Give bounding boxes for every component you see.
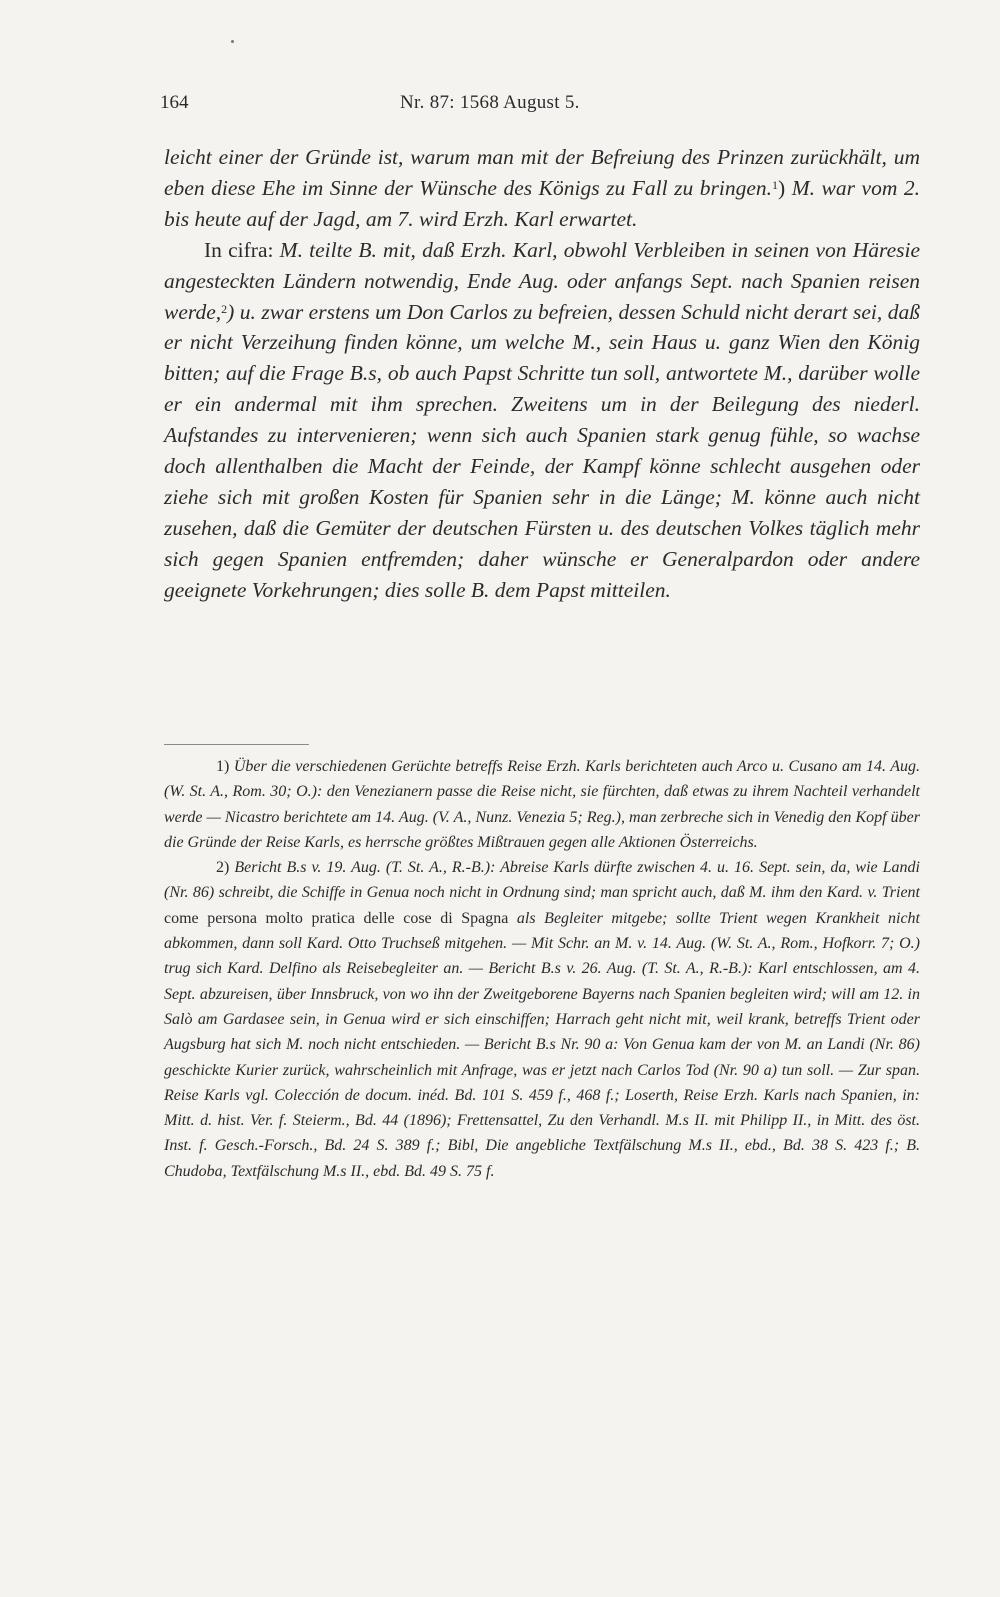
footnote-ref-1-close: ) — [778, 175, 786, 200]
footnote-1 — [164, 754, 920, 855]
paragraph-2-text-a: M. teilte B. mit, daß Erzh. Karl, obwohl Verbleiben in seinen von Häresie angesteckten Ländern notwendig, Ende Aug. oder anfangs Sept. nach Spanien reisen werde, — [164, 237, 920, 324]
footnote-2-text-a: Bericht B.s v. 19. Aug. (T. St. A., R.-B.): Abreise Karls dürfte zwischen 4. u. 16. Sept. sein, da, wie Landi (Nr. 86) schreibt, die Schiffe in Genua noch nicht in Ordnung sind; man spricht auch, daß M. ihm den Kard. v. Trient — [164, 859, 920, 902]
footnote-2 — [164, 855, 920, 1184]
footnote-2-italian-quote: come persona molto pratica delle cose di Spagna — [164, 909, 509, 927]
footnote-1-mark: 1) — [216, 758, 230, 775]
footnote-2-mark: 2) — [216, 859, 230, 877]
paragraph-1-text: leicht einer der Gründe ist, warum man mit der Befreiung des Prinzen zurückhält, um eben diese Ehe im Sinne der Wünsche des Königs zu Fall zu bringen. — [164, 145, 920, 200]
footnote-divider — [164, 744, 309, 745]
cipher-label: In cifra: — [204, 237, 274, 262]
paragraph-1 — [164, 142, 920, 235]
footnote-ref-2: 2 — [221, 301, 228, 316]
ink-speck — [231, 40, 234, 43]
footnote-1-text: Über die verschiedenen Gerüchte betreffs Reise Erzh. Karls berichteten auch Arco u. Cusano am 14. Aug. (W. St. A., Rom. 30; O.): den Venezianern passe die Reise nicht, sie fürchten, daß etwas zu ihrem Nachteil verhandelt werde — Nicastro berichtete am 14. Aug. (V. A., Nunz. Venezia 5; Reg.), man zerbreche sich in Venedig den Kopf über die Gründe der Reise Karls, es herrsche größtes Mißtrauen gegen alle Aktionen Österreichs. — [164, 758, 920, 851]
footnotes — [164, 754, 920, 1184]
footnote-2-text-b: als Begleiter mitgebe; sollte Trient wegen Krankheit nicht abkommen, dann soll Kard. Otto Truchseß mitgehen. — Mit Schr. an M. v. 14. Aug. (W. St. A., Rom., Hofkorr. 7; O.) trug sich Kard. Delfino als Reisebegleiter an. — Bericht B.s v. 26. Aug. (T. St. A., R.-B.): Karl entschlossen, am 4. Sept. abzureisen, über Innsbruck, von wo ihn der Zweitgeborene Bayerns nach Spanien begleiten wird; will am 12. in Salò am Gardasee sein, in Genua wird er sich einschiffen; Harrach geht nicht mit, weil krank, betreffs Trient oder Augsburg hat sich M. noch nicht entschieden. — Bericht B.s Nr. 90 a: Von Genua kam der von M. an Landi (Nr. 86) geschickte Kurier zurück, wahrscheinlich mit Anfrage, was er jetzt nach Carlos Tod (Nr. 90 a) tun soll. — Zur span. Reise Karls vgl. Colección de docum. inéd. Bd. 101 S. 459 f., 468 f.; Loserth, Reise Erzh. Karls nach Spanien, in: Mitt. d. hist. Ver. f. Steierm., Bd. 44 (1896); Frettensattel, Zu den Verhandl. M.s II. mit Philipp II., in Mitt. des öst. Inst. f. Gesch.-Forsch., Bd. 24 S. 389 f.; Bibl, Die angebliche Textfälschung M.s II., ebd., Bd. 38 S. 423 f.; B. Chudoba, Textfälschung M.s II., ebd. Bd. 49 S. 75 f. — [164, 909, 920, 1180]
main-text — [164, 142, 920, 606]
running-head: Nr. 87: 1568 August 5. — [400, 92, 580, 113]
paragraph-2-text-b: ) u. zwar erstens um Don Carlos zu befreien, dessen Schuld nicht derart sei, daß er nicht Verzeihung finden könne, um welche M., sein Haus u. ganz Wien den König bitten; auf die Frage B.s, ob auch Papst Schritte tun soll, antwortete M., darüber wolle er ein andermal mit ihm sprechen. Zweitens um in der Beilegung des niederl. Aufstandes zu intervenieren; wenn sich auch Spanien stark genug fühle, so wachse doch allenthalben die Macht der Feinde, der Kampf könne schlecht ausgehen oder ziehe sich mit großen Kosten für Spanien sehr in die Länge; M. könne auch nicht zusehen, daß die Gemüter der deutschen Fürsten u. des deutschen Volkes täglich mehr sich gegen Spanien entfremden; daher wünsche er Generalpardon oder andere geeignete Vorkehrungen; dies solle B. dem Papst mitteilen. — [164, 299, 920, 602]
paragraph-1-rest: M. war vom 2. bis heute auf der Jagd, am 7. wird Erzh. Karl erwartet. — [164, 175, 920, 231]
paragraph-2 — [164, 235, 920, 606]
page-number: 164 — [160, 92, 189, 113]
page-header — [160, 92, 840, 122]
footnote-ref-1: 1 — [772, 177, 779, 192]
